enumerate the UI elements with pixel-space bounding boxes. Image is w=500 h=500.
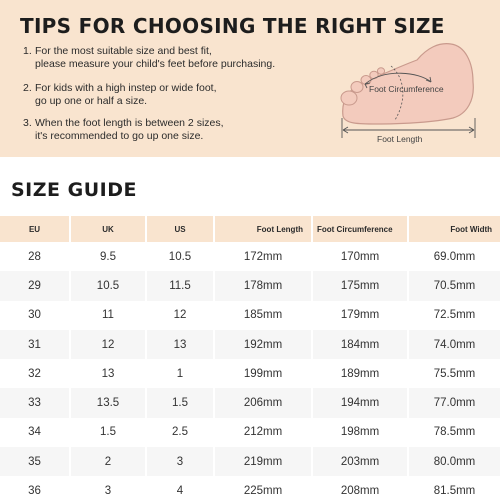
cell-foot-length: 212mm xyxy=(214,418,312,447)
tip-text-line1: When the foot length is between 2 sizes, xyxy=(35,117,224,129)
cell-foot-width: 74.0mm xyxy=(408,330,500,359)
toe-shape xyxy=(370,71,378,79)
tips-panel xyxy=(0,0,500,157)
tip-number: 2. xyxy=(23,82,32,94)
cell-eu: 32 xyxy=(0,359,70,388)
foot-diagram xyxy=(335,38,485,148)
tip-text-line2: go up one or half a size. xyxy=(35,95,148,107)
cell-foot-width: 78.5mm xyxy=(408,418,500,447)
table-row xyxy=(0,447,500,476)
tip-text-line1: For the most suitable size and best fit, xyxy=(35,45,212,57)
cell-us: 3 xyxy=(146,447,214,476)
table-row xyxy=(0,242,500,271)
cell-foot-circumference: 170mm xyxy=(312,242,408,271)
cell-uk: 13 xyxy=(70,359,146,388)
cell-uk: 1.5 xyxy=(70,418,146,447)
table-row xyxy=(0,330,500,359)
table-header-row xyxy=(0,216,500,242)
length-label: Foot Length xyxy=(377,134,423,144)
tip-number: 1. xyxy=(23,45,32,57)
cell-foot-length: 178mm xyxy=(214,271,312,300)
cell-foot-circumference: 175mm xyxy=(312,271,408,300)
table-row xyxy=(0,359,500,388)
tips-title: TIPS FOR CHOOSING THE RIGHT SIZE xyxy=(20,14,445,38)
cell-us: 4 xyxy=(146,476,214,500)
cell-uk: 2 xyxy=(70,447,146,476)
tip-2 xyxy=(23,82,323,108)
cell-foot-length: 185mm xyxy=(214,301,312,330)
cell-foot-width: 81.5mm xyxy=(408,476,500,500)
cell-eu: 29 xyxy=(0,271,70,300)
table-row xyxy=(0,476,500,500)
header-foot-width: Foot Width xyxy=(408,216,500,242)
size-table xyxy=(0,216,500,500)
cell-us: 11.5 xyxy=(146,271,214,300)
cell-uk: 13.5 xyxy=(70,388,146,417)
cell-us: 1 xyxy=(146,359,214,388)
cell-foot-circumference: 189mm xyxy=(312,359,408,388)
cell-foot-width: 77.0mm xyxy=(408,388,500,417)
header-foot-length: Foot Length xyxy=(214,216,312,242)
cell-eu: 34 xyxy=(0,418,70,447)
cell-us: 1.5 xyxy=(146,388,214,417)
table-row xyxy=(0,418,500,447)
cell-uk: 11 xyxy=(70,301,146,330)
table-row xyxy=(0,301,500,330)
cell-foot-width: 80.0mm xyxy=(408,447,500,476)
toe-shape xyxy=(351,82,363,93)
cell-foot-length: 172mm xyxy=(214,242,312,271)
tip-1 xyxy=(23,45,323,71)
cell-uk: 3 xyxy=(70,476,146,500)
cell-eu: 28 xyxy=(0,242,70,271)
toe-shape xyxy=(377,68,384,74)
size-table-body xyxy=(0,242,500,500)
cell-foot-circumference: 194mm xyxy=(312,388,408,417)
cell-us: 10.5 xyxy=(146,242,214,271)
cell-uk: 12 xyxy=(70,330,146,359)
cell-foot-length: 225mm xyxy=(214,476,312,500)
cell-foot-width: 72.5mm xyxy=(408,301,500,330)
cell-foot-circumference: 203mm xyxy=(312,447,408,476)
cell-foot-length: 199mm xyxy=(214,359,312,388)
cell-foot-length: 192mm xyxy=(214,330,312,359)
cell-eu: 31 xyxy=(0,330,70,359)
tip-text-line2: it's recommended to go up one size. xyxy=(35,130,204,142)
cell-foot-length: 219mm xyxy=(214,447,312,476)
header-eu: EU xyxy=(0,216,70,242)
cell-eu: 35 xyxy=(0,447,70,476)
circumference-label: Foot Circumference xyxy=(369,84,444,94)
header-uk: UK xyxy=(70,216,146,242)
table-row xyxy=(0,388,500,417)
tip-number: 3. xyxy=(23,117,32,129)
table-row xyxy=(0,271,500,300)
tip-text-line1: For kids with a high instep or wide foot, xyxy=(35,82,217,94)
cell-eu: 33 xyxy=(0,388,70,417)
cell-uk: 9.5 xyxy=(70,242,146,271)
tip-text-line2: please measure your child's feet before purchasing. xyxy=(35,58,276,70)
cell-foot-length: 206mm xyxy=(214,388,312,417)
cell-uk: 10.5 xyxy=(70,271,146,300)
cell-us: 13 xyxy=(146,330,214,359)
cell-us: 12 xyxy=(146,301,214,330)
cell-foot-circumference: 184mm xyxy=(312,330,408,359)
cell-foot-circumference: 198mm xyxy=(312,418,408,447)
header-foot-circumference: Foot Circumference xyxy=(312,216,408,242)
cell-us: 2.5 xyxy=(146,418,214,447)
size-guide-title: SIZE GUIDE xyxy=(11,179,137,201)
cell-eu: 30 xyxy=(0,301,70,330)
cell-foot-circumference: 208mm xyxy=(312,476,408,500)
toe-shape xyxy=(341,91,357,105)
cell-foot-width: 70.5mm xyxy=(408,271,500,300)
tip-3 xyxy=(23,117,323,143)
header-us: US xyxy=(146,216,214,242)
cell-foot-width: 75.5mm xyxy=(408,359,500,388)
cell-foot-width: 69.0mm xyxy=(408,242,500,271)
cell-foot-circumference: 179mm xyxy=(312,301,408,330)
cell-eu: 36 xyxy=(0,476,70,500)
